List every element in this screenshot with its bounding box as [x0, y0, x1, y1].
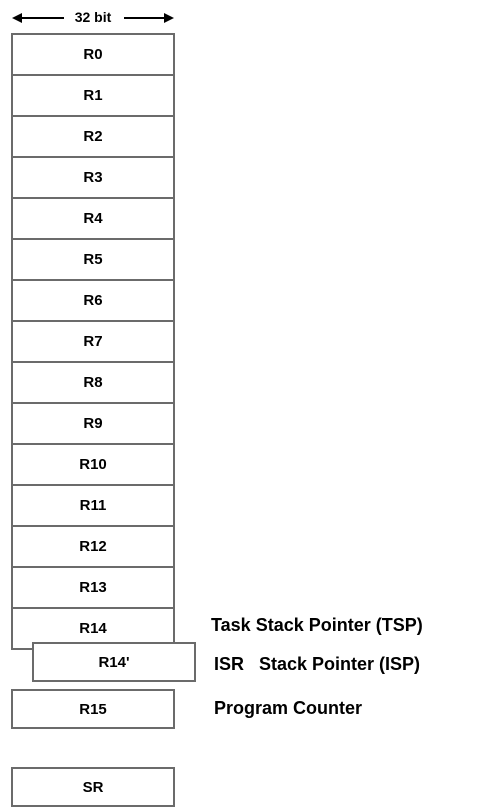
register-r14-alt: R14': [32, 642, 196, 682]
register-r8: R8: [11, 361, 175, 404]
register-r15: R15: [11, 689, 175, 729]
register-r6: R6: [11, 279, 175, 322]
register-r0: R0: [11, 33, 175, 76]
register-r13: R13: [11, 566, 175, 609]
register-r9: R9: [11, 402, 175, 445]
r14-description: Task Stack Pointer (TSP): [211, 615, 423, 635]
register-r11: R11: [11, 484, 175, 527]
bit-width-label: 32 bit: [74, 9, 112, 25]
register-r7: R7: [11, 320, 175, 363]
register-r1: R1: [11, 74, 175, 117]
register-r10: R10: [11, 443, 175, 486]
register-r5: R5: [11, 238, 175, 281]
bit-width-indicator: [12, 6, 174, 30]
register-sr: SR: [11, 767, 175, 807]
register-r12: R12: [11, 525, 175, 568]
register-r3: R3: [11, 156, 175, 199]
register-r4: R4: [11, 197, 175, 240]
r15-description: Program Counter: [214, 698, 363, 718]
r14-alt-description: ISR Stack Pointer (ISP): [214, 654, 421, 674]
register-r14: R14: [11, 607, 175, 650]
register-r2: R2: [11, 115, 175, 158]
